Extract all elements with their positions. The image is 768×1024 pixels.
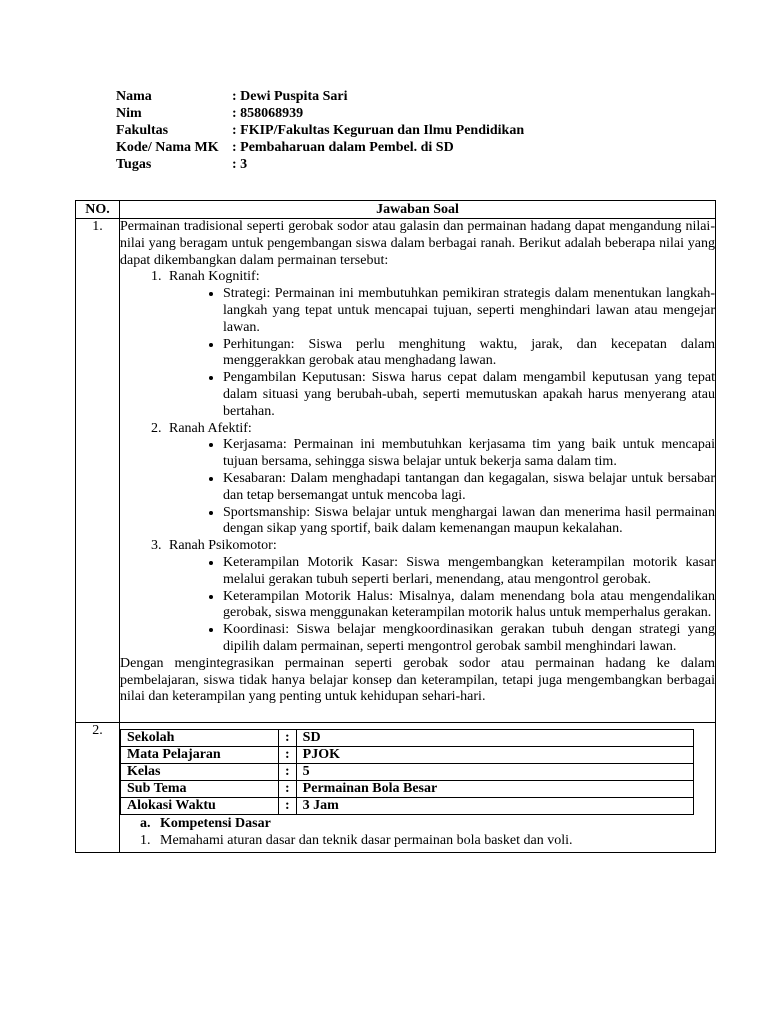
row-number: 2. <box>76 723 120 853</box>
info-row-tugas <box>116 156 524 173</box>
table-row <box>76 219 716 723</box>
table-row <box>76 723 716 853</box>
domain-title: Ranah Afektif: <box>169 420 252 436</box>
row-number: 1. <box>76 219 120 723</box>
lesson-info-row <box>121 747 694 764</box>
info-label: Nim <box>116 106 142 121</box>
lesson-info-row <box>121 730 694 747</box>
list-item: • Kesabaran: Dalam menghadapi tantangan dan kegagalan, siswa belajar untuk bersabar dan tetap bersemangat untuk mencoba lagi. <box>223 471 715 505</box>
column-header-answer: Jawaban Soal <box>120 201 716 219</box>
info-row-nim <box>116 105 524 122</box>
lesson-info-label: Sub Tema <box>121 781 279 798</box>
answer-intro: Permainan tradisional seperti gerobak sodor atau galasin dan permainan hadang dapat mengandung nilai-nilai yang beragam untuk pengembangan siswa dalam berbagai ranah. Berikut adalah beberapa nilai yang dapat dikembangkan dalam permainan tersebut: <box>120 219 715 268</box>
answer-table <box>75 200 716 853</box>
info-label: Nama <box>116 89 152 104</box>
competency-marker: a. <box>140 816 151 832</box>
info-value: : 858068939 <box>232 106 304 121</box>
student-info-header <box>116 88 524 173</box>
competency-item-text: Memahami aturan dasar dan teknik dasar permainan bola basket dan voli. <box>160 832 573 848</box>
answer-cell <box>120 723 716 853</box>
lesson-info-value: 5 <box>296 764 693 781</box>
answer-cell <box>120 219 716 723</box>
lesson-info-row <box>121 798 694 815</box>
lesson-info-label: Mata Pelajaran <box>121 747 279 764</box>
lesson-info-value: Permainan Bola Besar <box>296 781 693 798</box>
lesson-info-row <box>121 781 694 798</box>
lesson-info-value: PJOK <box>296 747 693 764</box>
domain-list <box>120 269 715 655</box>
answer-closing: Dengan mengintegrasikan permainan seperti gerobak sodor atau permainan hadang ke dalam pembelajaran, siswa tidak hanya belajar konsep dan keterampilan, tetapi juga mengembangkan berbagai nilai dan keterampilan yang penting untuk kehidupan sehari-hari. <box>120 655 715 705</box>
lesson-info-row <box>121 764 694 781</box>
domain-title: Ranah Psikomotor: <box>169 538 277 554</box>
list-item: • Perhitungan: Siswa perlu menghitung waktu, jarak, dan kecepatan dalam menggerakkan gerobak atau menghadang lawan. <box>223 337 715 371</box>
info-label: Fakultas <box>116 123 169 138</box>
lesson-info-sep: : <box>279 747 297 764</box>
competency-item-marker: 1. <box>140 832 151 848</box>
info-value: : 3 <box>232 157 248 172</box>
list-item: • Keterampilan Motorik Halus: Misalnya, dalam menendang bola atau mengendalikan gerobak, siswa menggunakan keterampilan motorik halus untuk memperhalus gerakan. <box>223 589 715 623</box>
info-label: Kode/ Nama MK <box>116 140 219 155</box>
value-list <box>169 555 715 656</box>
lesson-info-table <box>120 729 694 815</box>
domain-title: Ranah Kognitif: <box>169 269 260 285</box>
info-value: : Pembaharuan dalam Pembel. di SD <box>232 140 454 155</box>
info-row-kode-mk <box>116 139 524 156</box>
value-list <box>169 286 715 420</box>
info-value: : FKIP/Fakultas Keguruan dan Ilmu Pendidikan <box>232 123 525 138</box>
lesson-info-value: 3 Jam <box>296 798 693 815</box>
lesson-info-sep: : <box>279 730 297 747</box>
list-item: • Sportsmanship: Siswa belajar untuk menghargai lawan dan menerima hasil permainan dengan sikap yang sportif, baik dalam kemenangan maupun kekalahan. <box>223 505 715 539</box>
info-label: Tugas <box>116 157 152 172</box>
lesson-info-label: Kelas <box>121 764 279 781</box>
lesson-info-label: Alokasi Waktu <box>121 798 279 815</box>
domain-item-kognitif <box>165 269 715 420</box>
lesson-info-label: Sekolah <box>121 730 279 747</box>
competency-item <box>140 833 715 850</box>
value-list <box>169 437 715 538</box>
competency-title: Kompetensi Dasar <box>160 816 271 832</box>
lesson-info-value: SD <box>296 730 693 747</box>
list-item: • Kerjasama: Permainan ini membutuhkan kerjasama tim yang baik untuk mencapai tujuan bersama, sehingga siswa belajar untuk bekerja sama dalam tim. <box>223 437 715 471</box>
lesson-info-sep: : <box>279 781 297 798</box>
list-item: • Koordinasi: Siswa belajar mengkoordinasikan gerakan tubuh dengan strategi yang dipilih dalam permainan, seperti mengontrol gerobak sambil menghindari lawan. <box>223 622 715 656</box>
list-item: • Pengambilan Keputusan: Siswa harus cepat dalam mengambil keputusan yang tepat dalam situasi yang berubah-ubah, seperti memutuskan apakah harus menyerang atau bertahan. <box>223 370 715 420</box>
competency-heading <box>140 816 715 833</box>
info-row-fakultas <box>116 122 524 139</box>
column-header-no: NO. <box>76 201 120 219</box>
list-item: • Keterampilan Motorik Kasar: Siswa mengembangkan keterampilan motorik kasar melalui gerakan tubuh seperti berlari, menendang, atau mengontrol gerobak. <box>223 555 715 589</box>
domain-item-psikomotor <box>165 538 715 656</box>
lesson-info-sep: : <box>279 764 297 781</box>
info-row-nama <box>116 88 524 105</box>
domain-item-afektif <box>165 421 715 539</box>
info-value: : Dewi Puspita Sari <box>232 89 348 104</box>
table-header-row <box>76 201 716 219</box>
list-item: • Strategi: Permainan ini membutuhkan pemikiran strategis dalam menentukan langkah-langkah yang tepat untuk mencapai tujuan, seperti menghindari lawan atau mengejar lawan. <box>223 286 715 336</box>
lesson-info-sep: : <box>279 798 297 815</box>
